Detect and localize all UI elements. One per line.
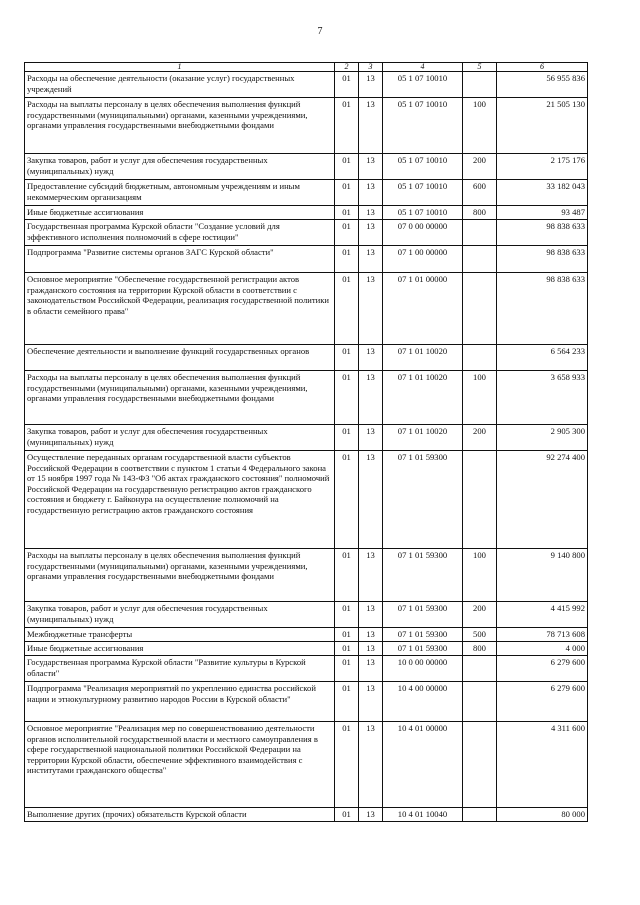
row-expense-type: 100 [463,371,497,425]
row-target-code: 10 0 00 00000 [383,656,463,682]
row-target-code: 07 1 01 00000 [383,273,463,345]
row-name: Подпрограмма "Реализация мероприятий по укреплению единства российской нации и этнокультурному развитию народов России в Курской области" [25,682,335,722]
row-section: 01 [335,425,359,451]
table-row [25,206,588,220]
row-subsection: 13 [359,72,383,98]
row-target-code: 07 1 01 59300 [383,628,463,642]
row-name: Иные бюджетные ассигнования [25,206,335,220]
row-target-code: 05 1 07 10010 [383,98,463,154]
table-row [25,808,588,822]
row-amount: 98 838 633 [497,273,588,345]
row-name: Расходы на выплаты персоналу в целях обеспечения выполнения функций государственными (муниципальными) органами, казенными учреждениями, органами управления государственными внебюджетными фондами [25,371,335,425]
table-header-row [25,63,588,72]
row-target-code: 05 1 07 10010 [383,72,463,98]
row-subsection: 13 [359,451,383,549]
row-expense-type [463,345,497,371]
row-expense-type: 200 [463,154,497,180]
row-expense-type [463,246,497,273]
row-target-code: 10 4 01 00000 [383,722,463,808]
table-row [25,642,588,656]
row-name: Закупка товаров, работ и услуг для обеспечения государственных (муниципальных) нужд [25,602,335,628]
row-expense-type: 500 [463,628,497,642]
row-amount: 93 487 [497,206,588,220]
table-row [25,273,588,345]
row-target-code: 07 1 01 10020 [383,345,463,371]
row-subsection: 13 [359,808,383,822]
column-header: 5 [463,63,497,72]
row-name: Выполнение других (прочих) обязательств Курской области [25,808,335,822]
row-target-code: 10 4 00 00000 [383,682,463,722]
table-row [25,425,588,451]
row-amount: 80 000 [497,808,588,822]
row-subsection: 13 [359,628,383,642]
row-expense-type [463,220,497,246]
column-header: 2 [335,63,359,72]
row-section: 01 [335,246,359,273]
row-subsection: 13 [359,180,383,206]
table-row [25,371,588,425]
table-row [25,72,588,98]
column-header: 4 [383,63,463,72]
row-section: 01 [335,808,359,822]
row-section: 01 [335,345,359,371]
row-name: Межбюджетные трансферты [25,628,335,642]
table-row [25,682,588,722]
row-name: Государственная программа Курской области "Развитие культуры в Курской области" [25,656,335,682]
column-header: 6 [497,63,588,72]
row-amount: 6 564 233 [497,345,588,371]
table-row [25,451,588,549]
row-target-code: 07 1 01 10020 [383,425,463,451]
row-subsection: 13 [359,642,383,656]
row-subsection: 13 [359,206,383,220]
row-section: 01 [335,549,359,602]
row-subsection: 13 [359,682,383,722]
row-section: 01 [335,98,359,154]
row-name: Основное мероприятие "Реализация мер по совершенствованию деятельности органов исполнительной государственной власти и местного самоуправления в сфере государственной национальной политики Российской Федерации на территории Курской области, обеспечение эффективного взаимодействия с институтами гражданского общества" [25,722,335,808]
table-row [25,246,588,273]
row-subsection: 13 [359,425,383,451]
row-name: Расходы на выплаты персоналу в целях обеспечения выполнения функций государственными (муниципальными) органами, казенными учреждениями, органами управления государственными внебюджетными фондами [25,98,335,154]
row-amount: 2 905 300 [497,425,588,451]
table-row [25,602,588,628]
row-amount: 78 713 608 [497,628,588,642]
row-name: Расходы на обеспечение деятельности (оказание услуг) государственных учреждений [25,72,335,98]
row-subsection: 13 [359,549,383,602]
row-subsection: 13 [359,345,383,371]
row-amount: 98 838 633 [497,246,588,273]
row-subsection: 13 [359,602,383,628]
row-expense-type: 200 [463,425,497,451]
row-amount: 9 140 800 [497,549,588,602]
row-subsection: 13 [359,246,383,273]
column-header: 1 [25,63,335,72]
row-name: Государственная программа Курской области "Создание условий для эффективного исполнения полномочий в сфере юстиции" [25,220,335,246]
row-amount: 21 505 130 [497,98,588,154]
row-target-code: 07 1 00 00000 [383,246,463,273]
row-expense-type: 200 [463,602,497,628]
row-expense-type: 800 [463,642,497,656]
row-amount: 92 274 400 [497,451,588,549]
row-section: 01 [335,628,359,642]
row-amount: 56 955 836 [497,72,588,98]
row-name: Расходы на выплаты персоналу в целях обеспечения выполнения функций государственными (муниципальными) органами, казенными учреждениями, органами управления государственными внебюджетными фондами [25,549,335,602]
row-amount: 4 415 992 [497,602,588,628]
row-subsection: 13 [359,273,383,345]
row-expense-type [463,72,497,98]
row-expense-type: 100 [463,549,497,602]
row-section: 01 [335,72,359,98]
row-amount: 2 175 176 [497,154,588,180]
table-row [25,98,588,154]
table-row [25,154,588,180]
table-row [25,628,588,642]
row-section: 01 [335,206,359,220]
table-row [25,549,588,602]
row-expense-type [463,808,497,822]
table-row [25,722,588,808]
row-target-code: 05 1 07 10010 [383,180,463,206]
row-section: 01 [335,722,359,808]
budget-table [24,62,588,822]
row-section: 01 [335,682,359,722]
row-name: Закупка товаров, работ и услуг для обеспечения государственных (муниципальных) нужд [25,425,335,451]
row-name: Иные бюджетные ассигнования [25,642,335,656]
row-expense-type [463,451,497,549]
row-section: 01 [335,451,359,549]
row-subsection: 13 [359,154,383,180]
row-section: 01 [335,656,359,682]
row-name: Закупка товаров, работ и услуг для обеспечения государственных (муниципальных) нужд [25,154,335,180]
page-number: 7 [317,26,323,37]
row-section: 01 [335,371,359,425]
row-target-code: 07 1 01 59300 [383,549,463,602]
row-expense-type [463,682,497,722]
row-target-code: 07 0 00 00000 [383,220,463,246]
row-target-code: 05 1 07 10010 [383,154,463,180]
table-row [25,180,588,206]
row-expense-type: 800 [463,206,497,220]
row-expense-type: 600 [463,180,497,206]
row-name: Обеспечение деятельности и выполнение функций государственных органов [25,345,335,371]
row-name: Основное мероприятие "Обеспечение государственной регистрации актов гражданского состояния на территории Курской области в соответствии с законодательством Российской Федерации, реализация государственной политики в области семейного права" [25,273,335,345]
row-amount: 4 311 600 [497,722,588,808]
row-target-code: 07 1 01 10020 [383,371,463,425]
row-section: 01 [335,642,359,656]
row-amount: 6 279 600 [497,656,588,682]
row-section: 01 [335,220,359,246]
row-amount: 6 279 600 [497,682,588,722]
row-target-code: 07 1 01 59300 [383,642,463,656]
row-expense-type [463,722,497,808]
row-amount: 4 000 [497,642,588,656]
row-target-code: 07 1 01 59300 [383,602,463,628]
table-row [25,656,588,682]
row-name: Подпрограмма "Развитие системы органов ЗАГС Курской области" [25,246,335,273]
row-subsection: 13 [359,656,383,682]
row-subsection: 13 [359,98,383,154]
row-name: Предоставление субсидий бюджетным, автономным учреждениям и иным некоммерческим организациям [25,180,335,206]
row-subsection: 13 [359,220,383,246]
row-expense-type: 100 [463,98,497,154]
row-subsection: 13 [359,722,383,808]
row-expense-type [463,656,497,682]
row-amount: 3 658 933 [497,371,588,425]
row-section: 01 [335,273,359,345]
row-subsection: 13 [359,371,383,425]
row-expense-type [463,273,497,345]
row-target-code: 10 4 01 10040 [383,808,463,822]
row-name: Осуществление переданных органам государственной власти субъектов Российской Федерации в соответствии с пунктом 1 статьи 4 Федерального закона от 15 ноября 1997 года № 143-ФЗ "Об актах гражданского состояния" полномочий Российской Федерации на государственную регистрацию актов гражданского состояния и бюджету г. Байконура на осуществление полномочий на государственную регистрацию актов гражданского состояния [25,451,335,549]
row-section: 01 [335,154,359,180]
row-section: 01 [335,180,359,206]
row-section: 01 [335,602,359,628]
row-amount: 33 182 043 [497,180,588,206]
table-row [25,220,588,246]
row-target-code: 05 1 07 10010 [383,206,463,220]
row-amount: 98 838 633 [497,220,588,246]
column-header: 3 [359,63,383,72]
row-target-code: 07 1 01 59300 [383,451,463,549]
table-row [25,345,588,371]
